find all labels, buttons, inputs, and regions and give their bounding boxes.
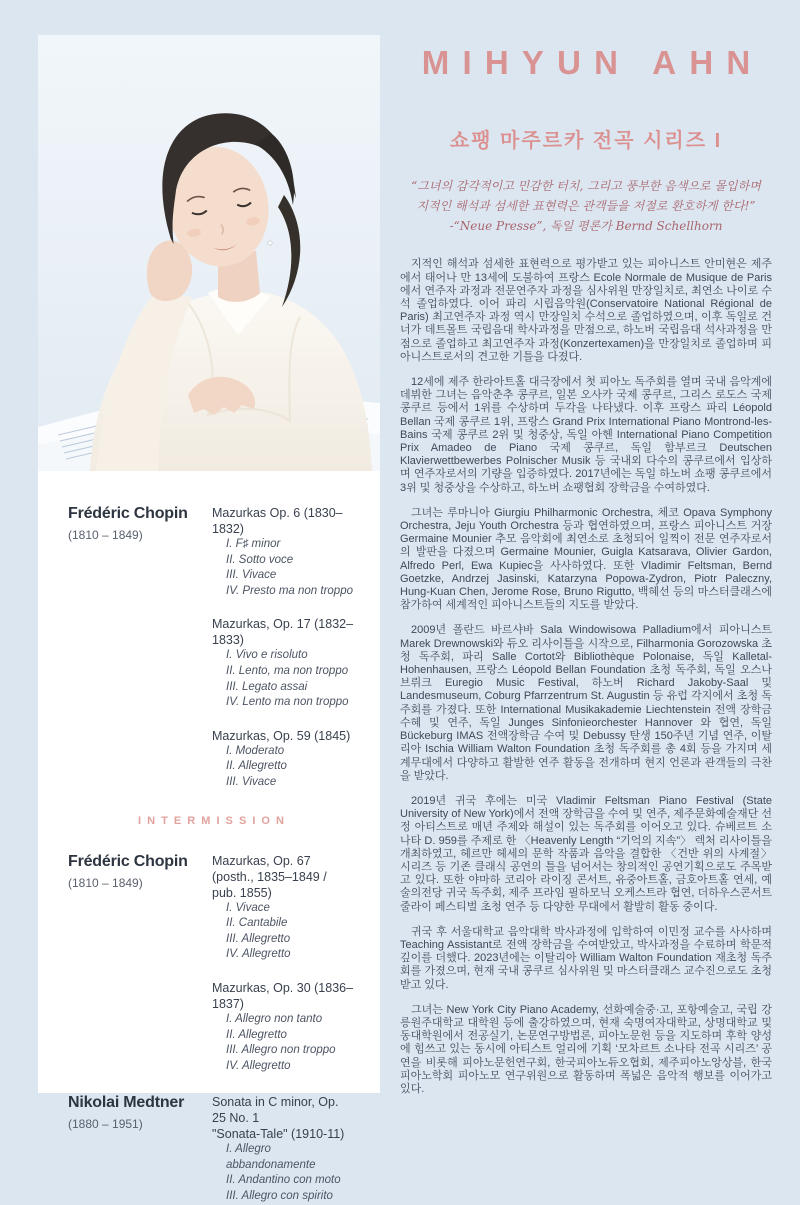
press-quote bbox=[400, 177, 772, 236]
biography bbox=[400, 258, 772, 1096]
composer-block bbox=[68, 853, 212, 890]
work-title: Mazurkas, Op. 30 (1836–1837) bbox=[212, 980, 354, 1011]
work-item bbox=[212, 853, 354, 963]
quote-line: 지적인 해석과 섬세한 표현력은 관객들을 저절로 환호하게 한다!” bbox=[416, 198, 756, 213]
movement: I. Allegro non tanto bbox=[226, 1012, 323, 1025]
quote-attribution: -“Neue Presse”, 독일 평론가 Bernd Schellhorn bbox=[449, 218, 723, 233]
composer-name: Frédéric Chopin bbox=[68, 505, 188, 522]
work-item bbox=[212, 1094, 354, 1204]
series-title: 쇼팽 마주르카 전곡 시리즈 I bbox=[449, 130, 723, 152]
composer-name: Frédéric Chopin bbox=[68, 852, 188, 870]
program-section-3 bbox=[68, 1094, 354, 1204]
movement: III. Allegretto bbox=[226, 932, 291, 945]
work-item bbox=[212, 616, 354, 710]
works-list bbox=[212, 505, 354, 791]
work-item bbox=[212, 728, 354, 791]
composer-dates: (1880 – 1951) bbox=[68, 1117, 143, 1132]
bio-paragraph: 2019년 귀국 후에는 미국 Vladimir Feltsman Piano Festival (State University of New York)에서 전액 장학금을 수여 및 연주, 제주문화예술재단 선정 아티스트로 매년 주제와 해설이 있는 독주회를 이어오고 있다. 슈베르트 소나타 D. 959를 주제로 한 〈Heavenly Length “기억의 지속”〉 렉처 리사이틀을 개최하였고, 헤르만 헤세의 문학 작품과 음악을 결합한 〈건반 위의 사계절〉 시리즈 등 기존 클래식 공연의 틀을 넘어서는 창의적인 공연기획으로도 주목받고 있다. 또한 야마하 코리아 라이징 콘서트, 유중아트홀, 금호아트홀 연세, 예술의전당 귀국 독주회, 제주 프라임 필하모닉 오케스트라 협연, 더하우스콘서트 줄라이 페스티벌 초청 연주 등 다양한 무대에서 활발히 활동 중이다. bbox=[400, 794, 772, 913]
artist-name-title: MIHYUN AHN bbox=[421, 44, 764, 81]
movement: I. Vivo e risoluto bbox=[226, 649, 308, 662]
movement: II. Sotto voce bbox=[226, 553, 294, 566]
works-list bbox=[212, 1094, 354, 1204]
movement: III. Vivace bbox=[226, 775, 277, 788]
bio-paragraph: 지적인 해석과 섬세한 표현력으로 평가받고 있는 피아니스트 안미현은 제주에서 태어나 만 13세에 도불하여 프랑스 Ecole Normale de Musique de Paris에서 연주자 과정과 전문연주자 과정을 심사위원 만장일치로, 최연소 나이로 수석 졸업하였다. 이어 파리 시립음악원(Conservatoire National Régional de Paris) 최고연주자 과정 역시 만장일치 수석으로 졸업하였으며, 이후 독일로 건너가 데트몰트 국립음대 학사과정을 만점으로, 하노버 국립음대 석사과정을 만점으로 졸업하고 최고연주자 과정(Konzertexamen)을 만장일치로 졸업하며 피아니스트로서의 견고한 기틀을 다졌다. bbox=[400, 258, 772, 363]
movement: I. Moderato bbox=[226, 744, 285, 757]
composer-dates: (1810 – 1849) bbox=[68, 875, 143, 890]
composer-block bbox=[68, 1094, 212, 1131]
movement: II. Allegretto bbox=[226, 760, 287, 773]
movement: II. Cantabile bbox=[226, 917, 288, 930]
works-list bbox=[212, 853, 354, 1075]
movement: III. Legato assai bbox=[226, 680, 308, 693]
earring bbox=[268, 241, 272, 245]
work-item bbox=[212, 980, 354, 1074]
movement: IV. Allegretto bbox=[226, 948, 291, 961]
intermission-label: INTERMISSION bbox=[137, 814, 291, 827]
right-column bbox=[400, 0, 772, 1108]
work-title: Mazurkas, Op. 59 (1845) bbox=[212, 728, 351, 743]
artist-photo bbox=[38, 35, 380, 471]
work-title: Mazurkas, Op. 67 bbox=[212, 853, 311, 868]
movement: III. Allegro non troppo bbox=[226, 1044, 336, 1057]
work-title: Mazurkas, Op. 17 (1832–1833) bbox=[212, 617, 354, 648]
movement: IV. Lento ma non troppo bbox=[226, 696, 349, 709]
bio-paragraph: 그녀는 New York City Piano Academy, 선화예술중·고, 포항예술고, 국립 강릉원주대학교 대학원 등에 출강하였으며, 현재 숙명여자대학교, 상명대학교 및 동대학원에서 전공실기, 논문연구방법론, 피아노문헌 등을 지도하며 후학 양성에 힘쓰고 있는 동시에 아티스트 얼리에 기획 ‘모차르트 소나타 전곡 시리즈’ 공연을 비롯해 피아노문헌연구회, 한국피아노듀오협회, 제주피아노앙상블, 한국피아노학회 피아노모 연구위원으로 활동하며 폭넓은 음악적 행보를 이어가고 있다. bbox=[400, 1003, 772, 1095]
artist-portrait-illustration bbox=[38, 35, 380, 471]
composer-block bbox=[68, 505, 212, 542]
movement: IV. Presto ma non troppo bbox=[226, 584, 353, 597]
movement: II. Allegretto bbox=[226, 1028, 287, 1041]
bio-paragraph: 귀국 후 서울대학교 음악대학 박사과정에 입학하여 이민정 교수를 사사하며 Teaching Assistant로 전액 장학금을 수여받았고, 박사과정을 수료하며 학문적 깊이를 더했다. 2023년에는 이탈리아 William Walton Foundation 재초청 독주회를 가졌으며, 현재 국내 콩쿠르 심사위원 및 마스터클래스 교수진으로도 초청받고 있다. bbox=[400, 925, 772, 991]
quote-line: “그녀의 감각적이고 민감한 터치, 그리고 풍부한 음색으로 몰입하며 bbox=[411, 179, 761, 193]
program-section-2 bbox=[68, 853, 354, 1075]
movement: IV. Allegretto bbox=[226, 1059, 291, 1072]
work-title: Sonata in C minor, Op. 25 No. 1 bbox=[212, 1095, 339, 1126]
work-subtitle: (posth., 1835–1849 / pub. 1855) bbox=[212, 869, 327, 900]
movement: I. F♯ minor bbox=[226, 538, 281, 550]
movement: I. Vivace bbox=[226, 901, 270, 914]
bio-paragraph: 그녀는 루마니아 Giurgiu Philharmonic Orchestra, 체코 Opava Symphony Orchestra, Jeju Youth Orchestra 등과 협연하였으며, 프랑스 피아니스트 거장 Germaine Mounier 추모 음악회에 최연소로 초청되어 일찍이 전문 연주자로서의 발판을 다졌으며 Germaine Mounier, Guigla Katsarava, Olivier Gardon, Alfredo Perl, Ewa Kupiec을 사사하였다. 또한 Vladimir Feltsman, Bernd Goetzke, Andrzej Jasinski, Katarzyna Popowa-Zydron, Piotr Paleczny, Hung-Kuan Chen, Jerome Rose, Bruno Rigutto, 백혜선 등의 마스터클래스에 참가하여 세계적인 피아니스트들의 지도를 받았다. bbox=[400, 506, 772, 612]
movement: III. Vivace bbox=[226, 569, 277, 582]
movement: II. Andantino con moto bbox=[226, 1174, 341, 1187]
movement: III. Allegro con spirito bbox=[226, 1190, 333, 1203]
work-title: Mazurkas Op. 6 (1830–1832) bbox=[212, 506, 343, 536]
program-section-1 bbox=[68, 505, 354, 791]
program-panel bbox=[38, 471, 380, 1203]
work-item bbox=[212, 505, 354, 599]
work-subtitle: "Sonata-Tale" (1910-11) bbox=[212, 1127, 345, 1142]
bio-paragraph: 12세에 제주 한라아트홀 대극장에서 첫 피아노 독주회를 열며 국내 음악계에 데뷔한 그녀는 음악춘추 콩쿠르, 일본 오사카 국제 콩쿠르, 그리스 로도스 국제 콩쿠르 등에서 1위를 수상하며 두각을 나타냈다. 이후 프랑스 파리 Léopold Bellan 국제 콩쿠르 1위, 프랑스 Grand Prix International Piano Montrond-les-Bains 국제 콩쿠르 2위 및 청중상, 독일 아헨 International Piano Competition Prix Amadeo de Piano 국제 콩쿠르, 독일 함부르크 Deutschen Klavierwettbewerbes Polnischer Musik 등 국내외 다수의 콩쿠르에서 입상하며 연주자로서의 기량을 입증하였다. 2017년에는 독일 하노버 쇼팽 콩쿠르에서 3위 및 청중상을 수상하고, 하노버 쇼팽협회 장학금을 수여하였다. bbox=[400, 376, 772, 494]
movement: II. Lento, ma non troppo bbox=[226, 664, 349, 677]
movement: I. Allegro abbandonamente bbox=[226, 1143, 316, 1171]
composer-name: Nikolai Medtner bbox=[68, 1094, 185, 1112]
bio-paragraph: 2009년 폴란드 바르샤바 Sala Windowisowa Palladium에서 피아니스트 Marek Drewnowski와 듀오 리사이틀을 시작으로, Filharmonia Gorozowska 초청 독주회, 파리 Salle Cortot와 Bibliothèque Polonaise, 독일 Kalletal-Hohenhausen, 프랑스 Léopold Bellan Foundation 초청 독주회, 독일 오스나브뤼크 Euregio Music Festival, 하노버 Richard Jakoby-Saal 및 Landesmuseum, Coburg Pfarrzentrum St. Augustin 등 유럽 각지에서 초청 독주회를 가졌다. 또한 International Musikakademie Liechtenstein 전액 장학금 수혜 및 연주, 독일 Junges Sinfonieorchester Hannover 와 협연, 독일 Bückeburg IMAS 전액장학금 수여 및 Debussy 탄생 150주년 기념 연주, 이탈리아 Ischia William Walton Foundation 초청 독주회를 총 4회 등을 가지며 세계무대에서 다양하고 활발한 연주 활동을 전개하며 현지 언론과 관객들의 극찬을 받았다. bbox=[400, 624, 772, 782]
composer-dates: (1810 – 1849) bbox=[68, 528, 143, 542]
